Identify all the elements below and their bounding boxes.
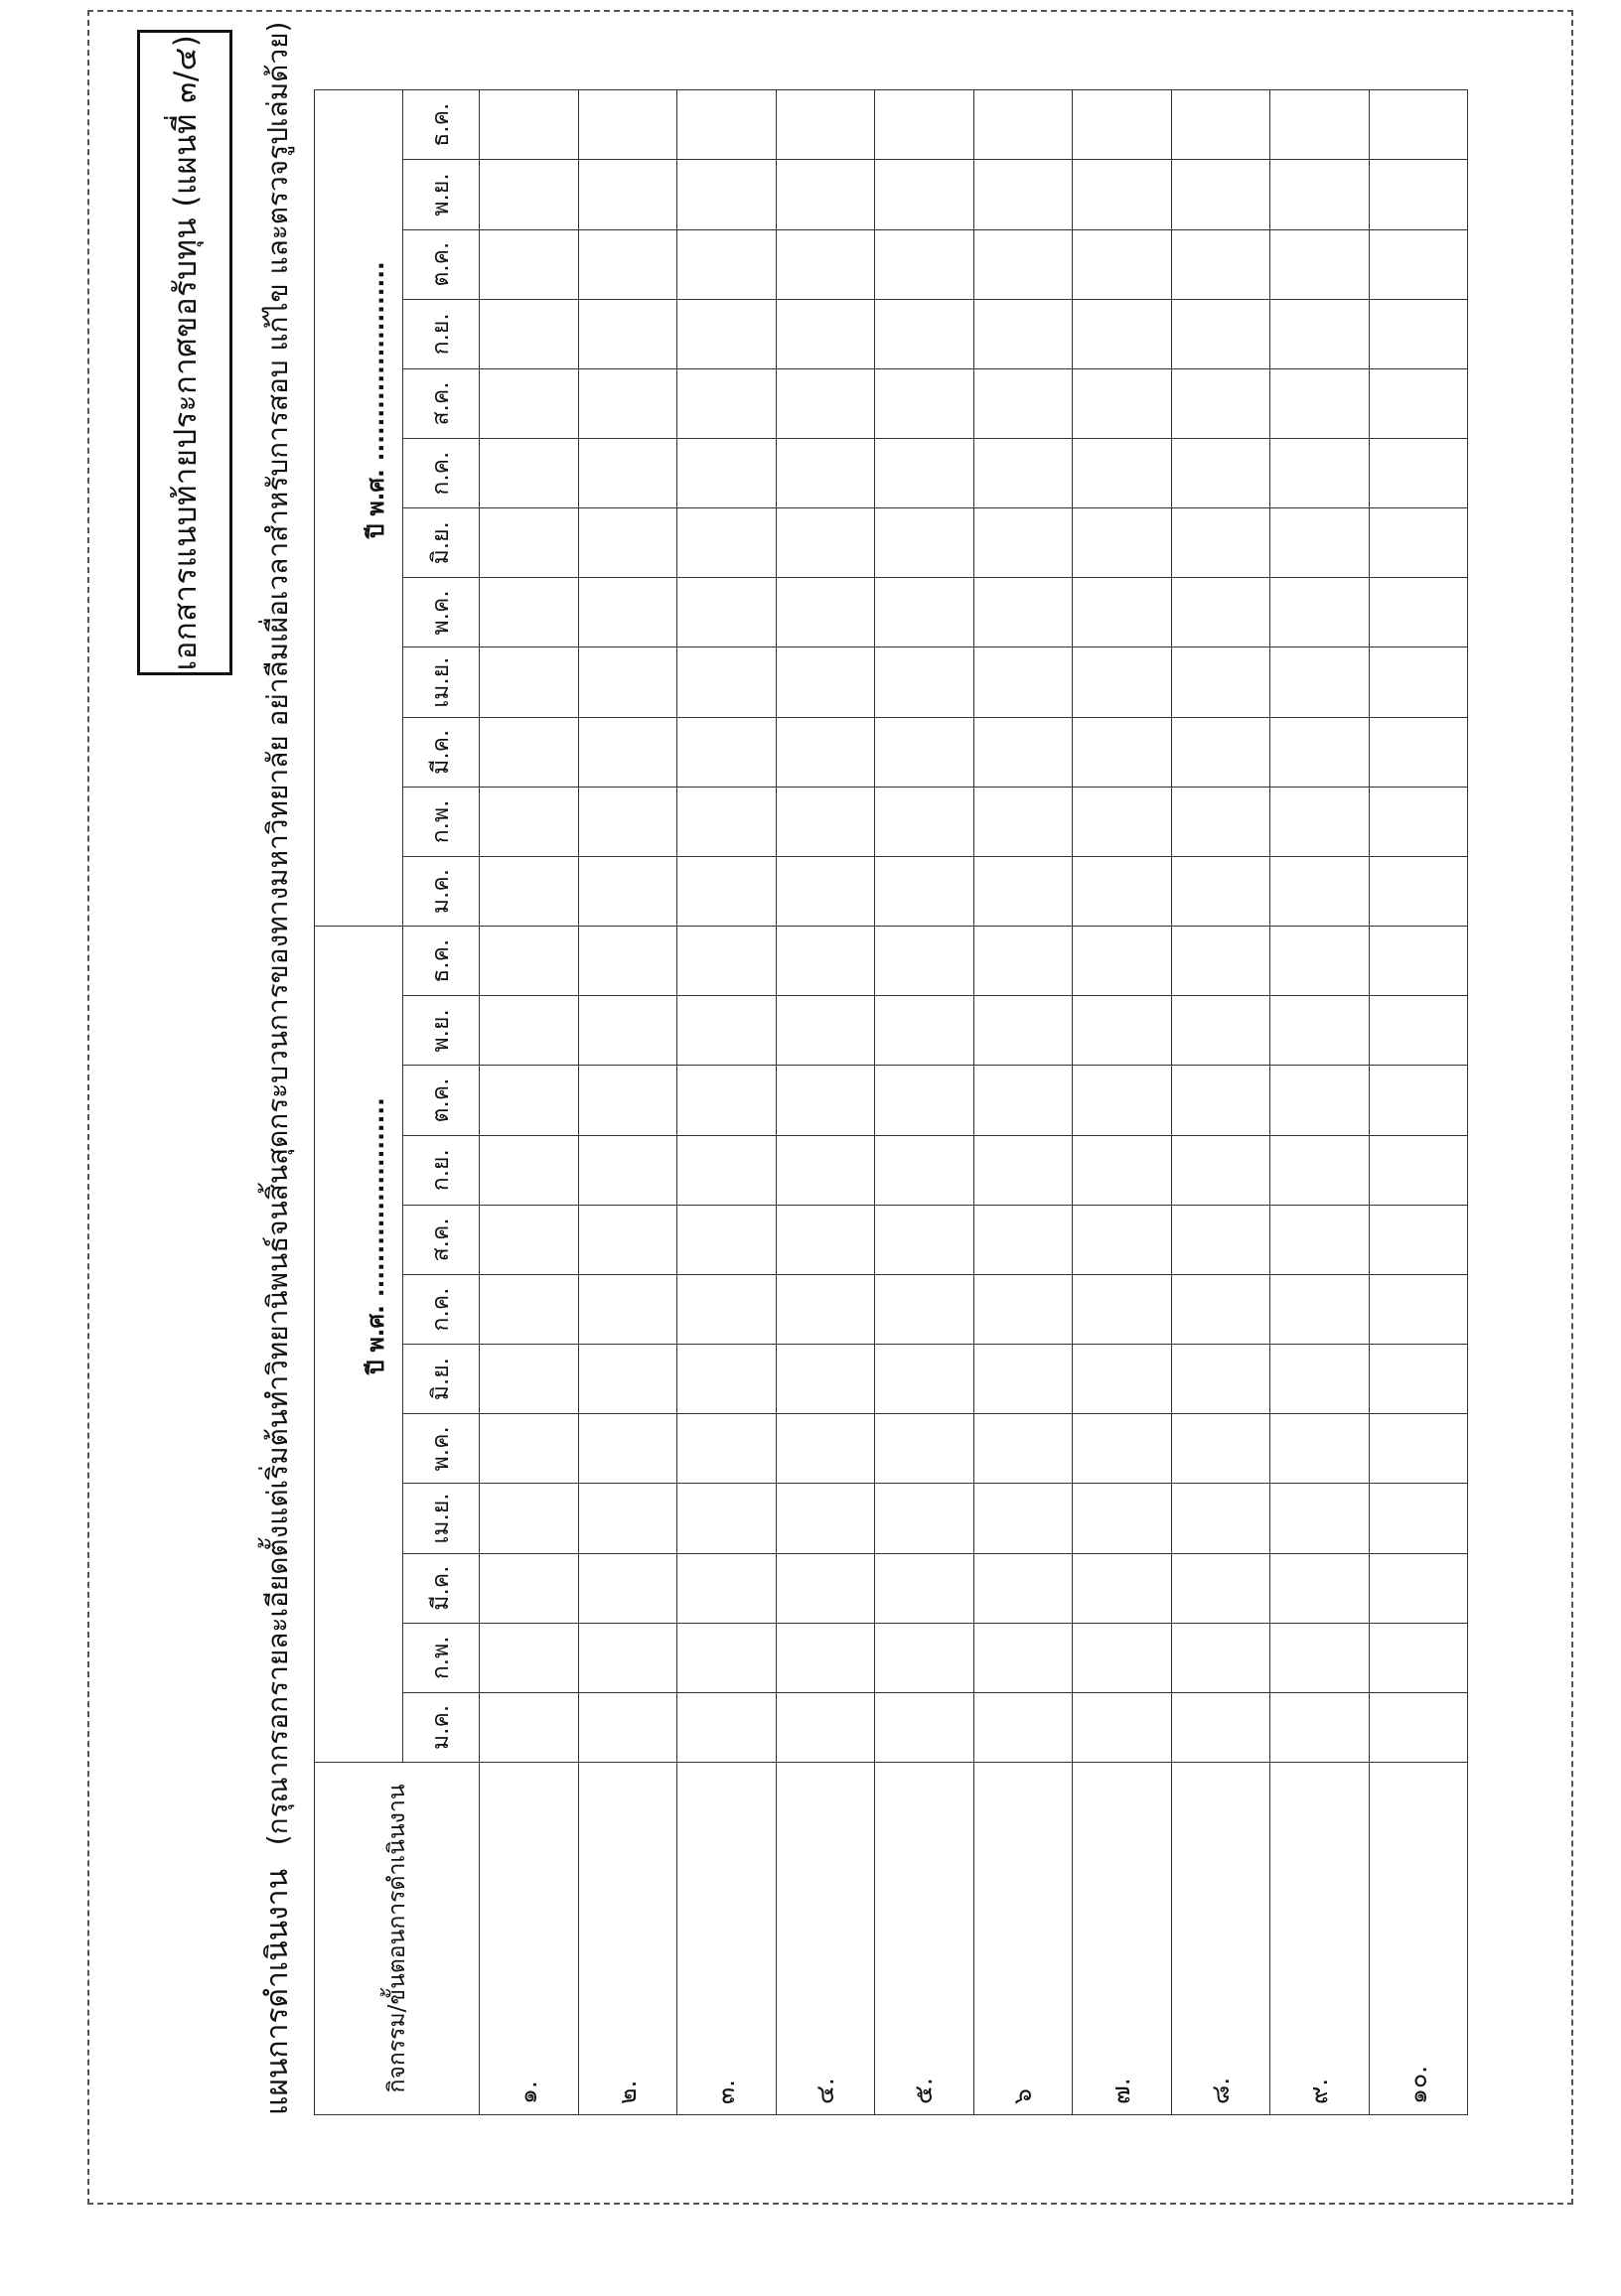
document-label: เอกสารแนบท้ายประกาศขอรับทุน (แผนที่ ๓/๔) [137,30,232,675]
schedule-cell[interactable] [1171,368,1270,438]
schedule-cell[interactable] [1073,1484,1172,1553]
schedule-cell[interactable] [875,1692,974,1762]
schedule-cell[interactable] [677,368,777,438]
schedule-cell[interactable] [1171,1484,1270,1553]
schedule-cell[interactable] [578,856,677,926]
schedule-cell[interactable] [875,1205,974,1274]
schedule-cell[interactable] [875,927,974,996]
schedule-cell[interactable] [480,996,579,1066]
month-header: ก.ย. [403,1135,480,1205]
month-header: พ.ย. [403,996,480,1066]
schedule-cell[interactable] [1369,856,1468,926]
schedule-cell[interactable] [1369,927,1468,996]
schedule-cell[interactable] [1369,439,1468,508]
schedule-cell[interactable] [578,647,677,717]
month-header: มี.ค. [403,1553,480,1623]
month-header: ส.ค. [403,1205,480,1274]
schedule-cell[interactable] [578,160,677,229]
schedule-cell[interactable] [578,368,677,438]
month-header: ต.ค. [403,1066,480,1135]
schedule-cell[interactable] [480,439,579,508]
schedule-cell[interactable] [677,229,777,299]
schedule-cell[interactable] [973,856,1073,926]
activity-header: กิจกรรม/ขั้นตอนการดำเนินงาน [315,1763,480,2115]
month-header: ม.ค. [403,856,480,926]
schedule-cell[interactable] [1171,856,1270,926]
schedule-cell[interactable] [1270,856,1370,926]
schedule-cell[interactable] [973,787,1073,856]
schedule-cell[interactable] [1369,1205,1468,1274]
schedule-cell[interactable] [973,299,1073,368]
schedule-cell[interactable] [1270,1623,1370,1692]
schedule-cell[interactable] [677,299,777,368]
schedule-cell[interactable] [1369,508,1468,578]
table-row [677,90,777,2115]
schedule-cell[interactable] [480,927,579,996]
schedule-cell[interactable] [776,299,875,368]
schedule-cell[interactable] [480,90,579,160]
schedule-cell[interactable] [1171,996,1270,1066]
schedule-cell[interactable] [875,368,974,438]
schedule-cell[interactable] [973,717,1073,787]
schedule-cell[interactable] [776,927,875,996]
plan-heading [254,21,310,2115]
row-number: ๕. [875,1763,974,2115]
schedule-cell[interactable] [578,1484,677,1553]
month-header: ต.ค. [403,229,480,299]
schedule-cell[interactable] [1171,1205,1270,1274]
schedule-cell[interactable] [578,578,677,647]
schedule-cell[interactable] [1073,1414,1172,1484]
schedule-cell[interactable] [1171,299,1270,368]
schedule-cell[interactable] [480,368,579,438]
table-row [1073,90,1172,2115]
schedule-cell[interactable] [1073,787,1172,856]
schedule-cell[interactable] [1270,1484,1370,1553]
schedule-cell[interactable] [677,578,777,647]
schedule-cell[interactable] [776,856,875,926]
schedule-cell[interactable] [677,647,777,717]
schedule-cell[interactable] [973,1484,1073,1553]
schedule-cell[interactable] [480,508,579,578]
schedule-cell[interactable] [1270,1135,1370,1205]
schedule-cell[interactable] [875,856,974,926]
month-header: ธ.ค. [403,927,480,996]
schedule-cell[interactable] [776,1066,875,1135]
month-header: พ.ค. [403,1414,480,1484]
schedule-cell[interactable] [578,1205,677,1274]
schedule-cell[interactable] [1171,439,1270,508]
schedule-cell[interactable] [1073,508,1172,578]
schedule-cell[interactable] [1171,90,1270,160]
schedule-cell[interactable] [1270,1274,1370,1344]
schedule-cell[interactable] [875,1484,974,1553]
schedule-cell[interactable] [1369,1345,1468,1414]
schedule-cell[interactable] [578,996,677,1066]
schedule-cell[interactable] [973,927,1073,996]
schedule-cell[interactable] [677,1345,777,1414]
schedule-cell[interactable] [776,1274,875,1344]
schedule-cell[interactable] [1171,229,1270,299]
schedule-cell[interactable] [677,439,777,508]
schedule-cell[interactable] [1073,1205,1172,1274]
schedule-cell[interactable] [776,578,875,647]
schedule-cell[interactable] [578,1274,677,1344]
schedule-cell[interactable] [1270,1205,1370,1274]
schedule-cell[interactable] [1171,1066,1270,1135]
schedule-cell[interactable] [1073,1623,1172,1692]
schedule-cell[interactable] [1369,1692,1468,1762]
schedule-cell[interactable] [1171,1345,1270,1414]
row-number: ๗. [1073,1763,1172,2115]
schedule-cell[interactable] [1073,229,1172,299]
schedule-cell[interactable] [578,717,677,787]
schedule-cell[interactable] [1171,1692,1270,1762]
year-header-2 [315,90,403,927]
schedule-cell[interactable] [578,1414,677,1484]
table-body [480,90,1468,2115]
schedule-cell[interactable] [973,229,1073,299]
schedule-cell[interactable] [480,717,579,787]
schedule-cell[interactable] [875,1345,974,1414]
schedule-cell[interactable] [776,1692,875,1762]
schedule-cell[interactable] [480,647,579,717]
schedule-cell[interactable] [1369,578,1468,647]
schedule-cell[interactable] [480,856,579,926]
schedule-cell[interactable] [776,787,875,856]
schedule-cell[interactable] [776,160,875,229]
schedule-cell[interactable] [1369,299,1468,368]
schedule-cell[interactable] [677,927,777,996]
schedule-cell[interactable] [776,647,875,717]
row-number: ๑๐. [1369,1763,1468,2115]
schedule-cell[interactable] [973,647,1073,717]
schedule-cell[interactable] [578,1553,677,1623]
table-row [1171,90,1270,2115]
schedule-cell[interactable] [1171,647,1270,717]
schedule-cell[interactable] [973,1623,1073,1692]
schedule-cell[interactable] [677,160,777,229]
schedule-cell[interactable] [1369,229,1468,299]
schedule-cell[interactable] [973,1066,1073,1135]
schedule-cell[interactable] [875,1274,974,1344]
schedule-cell[interactable] [677,717,777,787]
schedule-cell[interactable] [776,439,875,508]
table-row [973,90,1073,2115]
table-row [1369,90,1468,2115]
schedule-cell[interactable] [1171,508,1270,578]
schedule-cell[interactable] [875,90,974,160]
schedule-cell[interactable] [776,1553,875,1623]
month-header: ม.ค. [403,1692,480,1762]
row-number: ๒. [578,1763,677,2115]
schedule-cell[interactable] [1270,1692,1370,1762]
schedule-cell[interactable] [1073,1553,1172,1623]
month-header: ก.พ. [403,787,480,856]
schedule-cell[interactable] [973,160,1073,229]
year-label-2: ปี พ.ศ. ....................... [364,261,389,539]
schedule-cell[interactable] [677,1692,777,1762]
schedule-cell[interactable] [776,1623,875,1692]
schedule-cell[interactable] [677,1414,777,1484]
schedule-cell[interactable] [776,1414,875,1484]
schedule-cell[interactable] [1270,299,1370,368]
schedule-cell[interactable] [1369,787,1468,856]
schedule-cell[interactable] [973,578,1073,647]
schedule-cell[interactable] [1270,160,1370,229]
schedule-cell[interactable] [677,90,777,160]
month-header: พ.ย. [403,160,480,229]
row-number: ๙. [1270,1763,1370,2115]
schedule-cell[interactable] [973,1414,1073,1484]
schedule-cell[interactable] [973,1553,1073,1623]
month-header: มิ.ย. [403,1345,480,1414]
schedule-cell[interactable] [875,1414,974,1484]
schedule-cell[interactable] [1270,787,1370,856]
month-header: ก.ย. [403,299,480,368]
row-number: ๖ [973,1763,1073,2115]
schedule-cell[interactable] [1270,717,1370,787]
schedule-cell[interactable] [578,90,677,160]
month-header: มี.ค. [403,717,480,787]
schedule-cell[interactable] [973,90,1073,160]
schedule-cell[interactable] [1171,1135,1270,1205]
schedule-cell[interactable] [875,1623,974,1692]
year-header-1 [315,927,403,1763]
schedule-cell[interactable] [578,1692,677,1762]
schedule-cell[interactable] [480,1274,579,1344]
row-number: ๑. [480,1763,579,2115]
schedule-cell[interactable] [1270,1553,1370,1623]
schedule-cell[interactable] [578,1066,677,1135]
schedule-cell[interactable] [1369,1623,1468,1692]
table-row [1270,90,1370,2115]
year-label-1: ปี พ.ศ. ....................... [364,1097,389,1374]
schedule-cell[interactable] [875,578,974,647]
schedule-cell[interactable] [480,578,579,647]
schedule-cell[interactable] [1073,90,1172,160]
schedule-cell[interactable] [1270,229,1370,299]
schedule-cell[interactable] [677,1484,777,1553]
schedule-cell[interactable] [776,368,875,438]
schedule-cell[interactable] [875,229,974,299]
month-header: พ.ค. [403,578,480,647]
schedule-cell[interactable] [1369,1135,1468,1205]
schedule-cell[interactable] [1171,717,1270,787]
schedule-cell[interactable] [776,996,875,1066]
schedule-cell[interactable] [1073,927,1172,996]
schedule-cell[interactable] [1270,90,1370,160]
schedule-cell[interactable] [1369,160,1468,229]
schedule-cell[interactable] [1073,299,1172,368]
schedule-cell[interactable] [875,996,974,1066]
schedule-cell[interactable] [578,439,677,508]
schedule-cell[interactable] [776,1484,875,1553]
row-number: ๔. [776,1763,875,2115]
schedule-cell[interactable] [776,1345,875,1414]
schedule-cell[interactable] [1171,160,1270,229]
table-row [480,90,579,2115]
schedule-cell[interactable] [1073,717,1172,787]
schedule-cell[interactable] [1073,647,1172,717]
schedule-cell[interactable] [1369,368,1468,438]
table-row [776,90,875,2115]
schedule-cell[interactable] [1270,1414,1370,1484]
schedule-cell[interactable] [1270,1066,1370,1135]
schedule-cell[interactable] [480,1414,579,1484]
schedule-cell[interactable] [480,1623,579,1692]
schedule-cell[interactable] [1270,508,1370,578]
table-row [578,90,677,2115]
schedule-cell[interactable] [1369,1274,1468,1344]
schedule-cell[interactable] [875,1553,974,1623]
schedule-cell[interactable] [1073,368,1172,438]
schedule-cell[interactable] [677,1135,777,1205]
schedule-cell[interactable] [578,229,677,299]
schedule-cell[interactable] [1073,1692,1172,1762]
schedule-cell[interactable] [875,299,974,368]
schedule-cell[interactable] [875,1066,974,1135]
schedule-cell[interactable] [973,996,1073,1066]
schedule-cell[interactable] [677,1623,777,1692]
schedule-cell[interactable] [875,787,974,856]
schedule-cell[interactable] [677,996,777,1066]
month-header: ก.พ. [403,1623,480,1692]
schedule-cell[interactable] [1369,717,1468,787]
schedule-cell[interactable] [677,1205,777,1274]
schedule-cell[interactable] [1171,787,1270,856]
schedule-cell[interactable] [875,647,974,717]
schedule-cell[interactable] [1073,1066,1172,1135]
schedule-cell[interactable] [776,1135,875,1205]
schedule-cell[interactable] [480,1205,579,1274]
schedule-cell[interactable] [480,1553,579,1623]
schedule-cell[interactable] [480,160,579,229]
schedule-cell[interactable] [1171,1414,1270,1484]
schedule-cell[interactable] [1171,1623,1270,1692]
month-header: มิ.ย. [403,508,480,578]
schedule-cell[interactable] [578,1135,677,1205]
schedule-cell[interactable] [1270,927,1370,996]
schedule-cell[interactable] [1270,996,1370,1066]
schedule-cell[interactable] [1073,160,1172,229]
schedule-cell[interactable] [776,717,875,787]
month-header: ก.ค. [403,1274,480,1344]
schedule-cell[interactable] [1369,647,1468,717]
schedule-cell[interactable] [480,1066,579,1135]
schedule-cell[interactable] [1270,368,1370,438]
schedule-cell[interactable] [1270,578,1370,647]
schedule-cell[interactable] [578,1623,677,1692]
schedule-cell[interactable] [875,439,974,508]
schedule-cell[interactable] [1270,1345,1370,1414]
schedule-cell[interactable] [480,1484,579,1553]
schedule-cell[interactable] [1171,1274,1270,1344]
schedule-cell[interactable] [973,1692,1073,1762]
schedule-cell[interactable] [973,368,1073,438]
schedule-cell[interactable] [677,1066,777,1135]
schedule-cell[interactable] [1073,1345,1172,1414]
schedule-cell[interactable] [1073,578,1172,647]
schedule-cell[interactable] [1369,1553,1468,1623]
schedule-cell[interactable] [973,439,1073,508]
schedule-cell[interactable] [1270,647,1370,717]
schedule-cell[interactable] [480,1692,579,1762]
schedule-cell[interactable] [1073,1135,1172,1205]
schedule-cell[interactable] [1171,1553,1270,1623]
schedule-cell[interactable] [480,787,579,856]
schedule-cell[interactable] [875,160,974,229]
schedule-cell[interactable] [677,856,777,926]
schedule-cell[interactable] [1073,439,1172,508]
plan-note: (กรุณากรอกรายละเอียดตั้งแต่เริ่มต้นทำวิทยานิพนธ์จนสิ้นสุดกระบวนการของทางมหาวิทยาลัย อย่าลืมเผื่อเวลาสำหรับการสอบ แก้ไข และตรวจรูปเล่มด้วย) [261,21,294,1846]
schedule-cell[interactable] [578,508,677,578]
schedule-cell[interactable] [973,1345,1073,1414]
schedule-cell[interactable] [578,927,677,996]
schedule-cell[interactable] [776,508,875,578]
schedule-cell[interactable] [677,1553,777,1623]
schedule-cell[interactable] [1073,1274,1172,1344]
schedule-cell[interactable] [1369,1414,1468,1484]
schedule-cell[interactable] [578,787,677,856]
schedule-cell[interactable] [875,508,974,578]
schedule-cell[interactable] [1369,996,1468,1066]
schedule-cell[interactable] [1171,927,1270,996]
schedule-cell[interactable] [480,1345,579,1414]
schedule-cell[interactable] [875,1135,974,1205]
month-header: ส.ค. [403,368,480,438]
schedule-cell[interactable] [973,1135,1073,1205]
schedule-cell[interactable] [1369,1484,1468,1553]
table-row [875,90,974,2115]
month-header: ก.ค. [403,439,480,508]
month-header: เม.ย. [403,647,480,717]
schedule-cell[interactable] [776,229,875,299]
schedule-cell[interactable] [875,717,974,787]
plan-title: แผนการดำเนินงาน [260,1868,295,2115]
schedule-cell[interactable] [776,1205,875,1274]
plan-table [314,89,1468,2115]
schedule-cell[interactable] [677,1274,777,1344]
schedule-cell[interactable] [1369,1066,1468,1135]
schedule-cell[interactable] [677,508,777,578]
schedule-cell[interactable] [1369,90,1468,160]
row-number: ๘. [1171,1763,1270,2115]
month-header: เม.ย. [403,1484,480,1553]
schedule-cell[interactable] [578,299,677,368]
schedule-cell[interactable] [480,299,579,368]
schedule-cell[interactable] [1073,996,1172,1066]
month-header: ธ.ค. [403,90,480,160]
schedule-cell[interactable] [480,1135,579,1205]
schedule-cell[interactable] [480,229,579,299]
schedule-cell[interactable] [1073,856,1172,926]
schedule-cell[interactable] [677,787,777,856]
schedule-cell[interactable] [973,1205,1073,1274]
schedule-cell[interactable] [776,90,875,160]
schedule-cell[interactable] [973,508,1073,578]
schedule-cell[interactable] [1270,439,1370,508]
schedule-cell[interactable] [973,1274,1073,1344]
rotated-sheet [87,10,1573,2205]
schedule-cell[interactable] [578,1345,677,1414]
row-number: ๓. [677,1763,777,2115]
schedule-cell[interactable] [1171,578,1270,647]
